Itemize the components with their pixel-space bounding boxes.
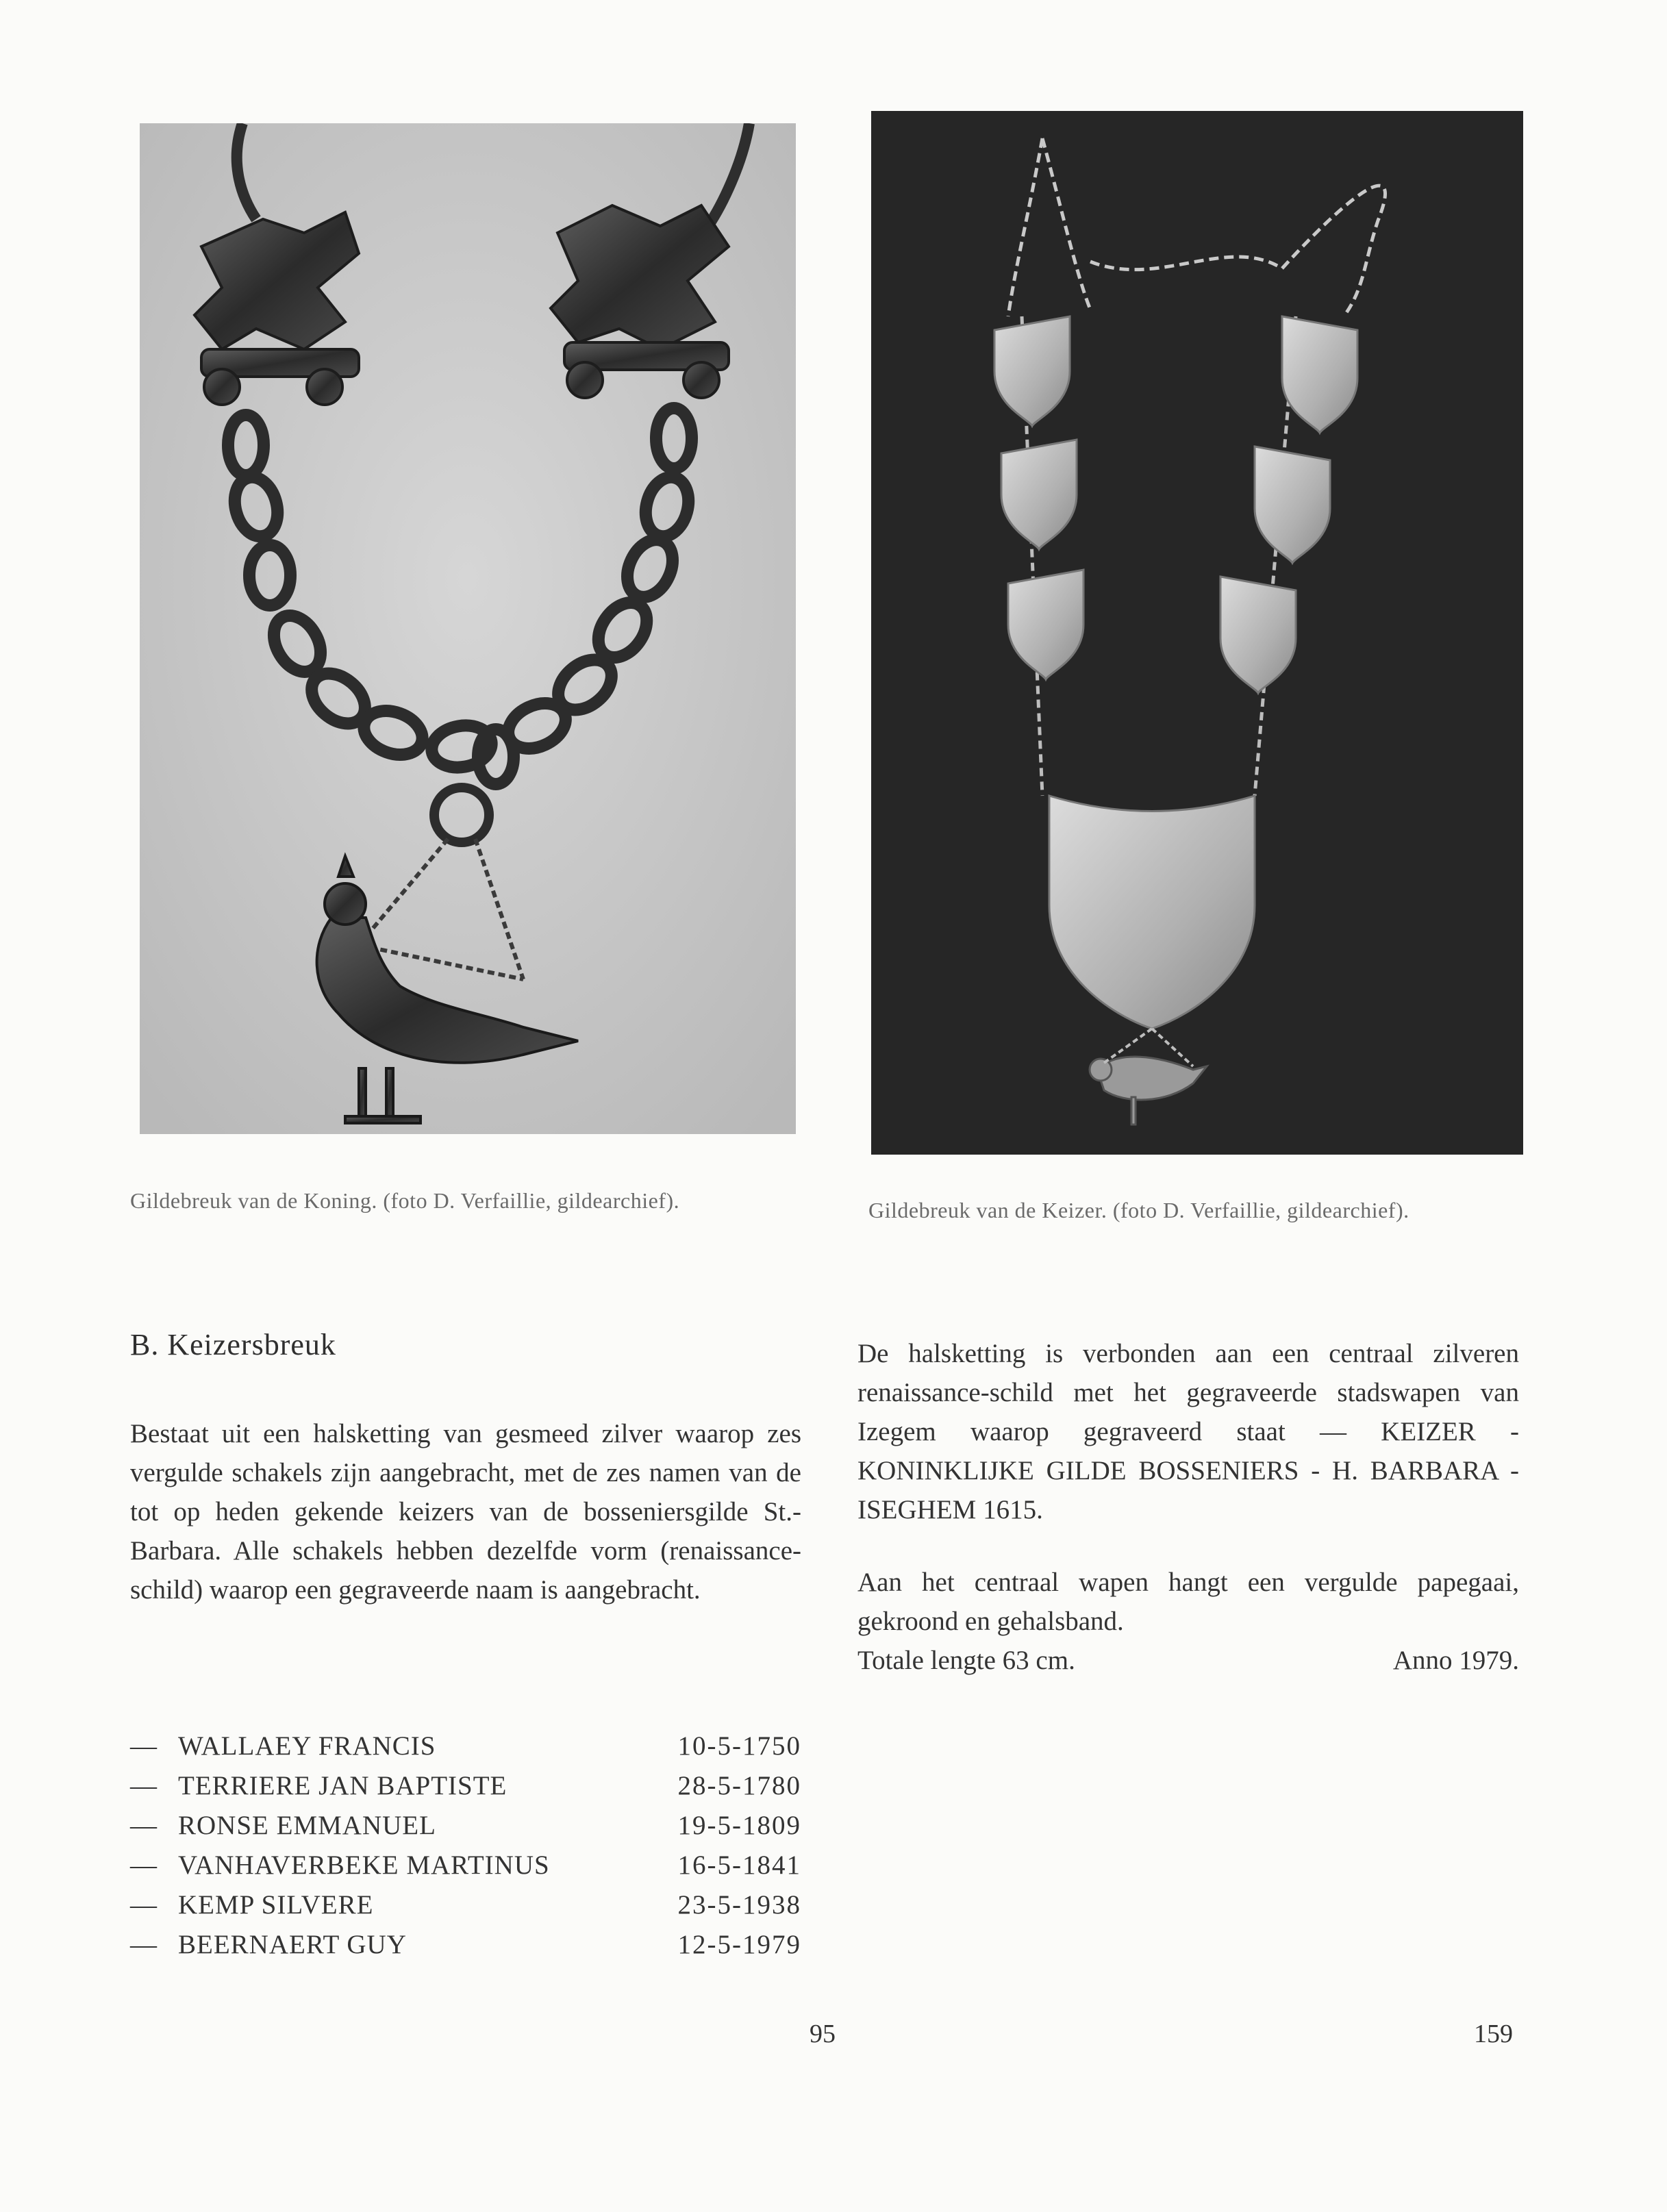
necklace-photo-icon xyxy=(871,111,1523,1155)
list-item xyxy=(130,1845,801,1885)
length-and-year-line xyxy=(857,1641,1519,1680)
caption-emperors-collar: Gildebreuk van de Keizer. (foto D. Verfaillie, gildearchief). xyxy=(868,1198,1409,1222)
emperor-name: KEMP SILVERE xyxy=(178,1889,374,1920)
list-dash: — xyxy=(130,1731,158,1761)
list-item xyxy=(130,1726,801,1765)
page-number-inner: 95 xyxy=(810,2020,836,2048)
caption-kings-collar: Gildebreuk van de Koning. (foto D. Verfaillie, gildearchief). xyxy=(130,1188,680,1213)
emperor-list xyxy=(130,1726,801,1964)
paragraph-parrot xyxy=(857,1563,1519,1680)
list-dash: — xyxy=(130,1850,158,1880)
emperor-date: 23-5-1938 xyxy=(677,1889,801,1920)
emperor-date: 28-5-1780 xyxy=(677,1770,801,1800)
page-number-outer: 159 xyxy=(1474,2020,1513,2048)
emperor-name: TERRIERE JAN BAPTISTE xyxy=(178,1770,507,1800)
paragraph-description: Bestaat uit een halsketting van gesmeed zilver waarop zes vergulde schakels zijn aangebracht, met de zes namen van de tot op heden gekende keizers van de bosseniersgilde St.-Barbara. Alle schakels hebben dezelfde vorm (renaissance-schild) waarop een gegraveerde naam is aangebracht. xyxy=(130,1419,801,1605)
list-item xyxy=(130,1924,801,1964)
total-length: Totale lengte 63 cm. xyxy=(857,1646,1075,1675)
emperor-name: VANHAVERBEKE MARTINUS xyxy=(178,1850,550,1880)
list-dash: — xyxy=(130,1889,158,1920)
photo-kings-collar xyxy=(140,123,796,1134)
emperor-name: BEERNAERT GUY xyxy=(178,1929,407,1959)
necklace-photo-icon xyxy=(140,123,796,1134)
list-dash: — xyxy=(130,1770,158,1800)
emperor-name: RONSE EMMANUEL xyxy=(178,1810,436,1840)
list-dash: — xyxy=(130,1929,158,1959)
emperor-date: 19-5-1809 xyxy=(677,1810,801,1840)
emperor-date: 10-5-1750 xyxy=(677,1731,801,1761)
paragraph-central-shield: De halsketting is verbonden aan een centraal zilveren renaissance-schild met het gegraveerde stadswapen van Izegem waarop gegraveerd staat — KEIZER - KONINKLIJKE GILDE BOSSENIERS - H. BARBARA - ISEGHEM 1615. xyxy=(857,1339,1519,1524)
list-dash: — xyxy=(130,1810,158,1840)
photo-emperors-collar xyxy=(871,111,1523,1155)
list-item xyxy=(130,1805,801,1845)
anno-year: Anno 1979. xyxy=(1392,1646,1519,1675)
parrot-text: Aan het centraal wapen hangt een vergulde papegaai, gekroond en gehalsband. xyxy=(857,1568,1519,1636)
list-item xyxy=(130,1885,801,1924)
section-heading: B. Keizersbreuk xyxy=(130,1328,336,1361)
emperor-date: 16-5-1841 xyxy=(677,1850,801,1880)
emperor-date: 12-5-1979 xyxy=(677,1929,801,1959)
list-item xyxy=(130,1765,801,1805)
emperor-name: WALLAEY FRANCIS xyxy=(178,1731,436,1761)
